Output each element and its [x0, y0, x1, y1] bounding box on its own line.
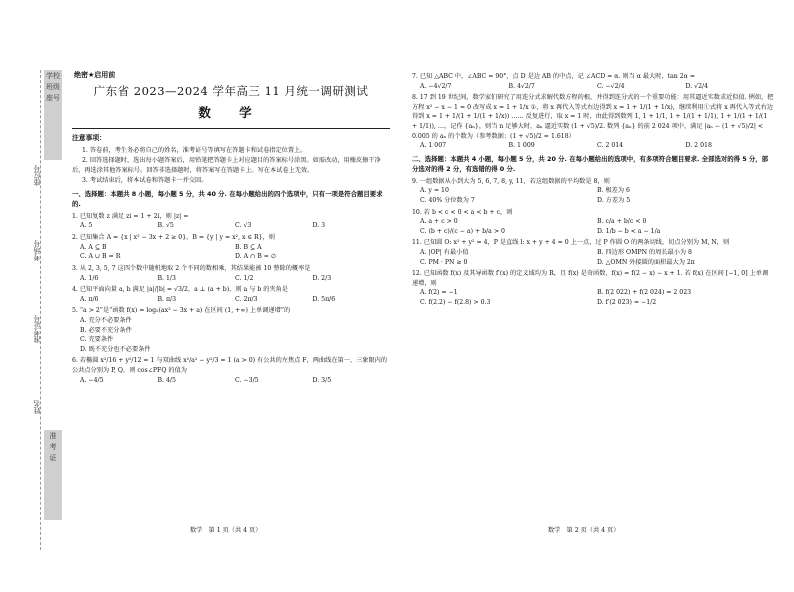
answer-option: B. c/a + b/c < 0: [597, 218, 647, 226]
answer-option: B. 1 009: [508, 142, 535, 150]
section-heading: 二、选择题：本题共 4 小题，每小题 5 分，共 20 分. 在每小题给出的选项中，有多项符合题目要求. 全部选对的得 5 分，部分选对的得 2 分，有选错的得 0 分.: [412, 154, 769, 173]
answer-option: D. 1/b − b < a − 1/a: [597, 227, 661, 235]
notice-block: [72, 133, 390, 186]
answer-option: D. 既不充分也不必要条件: [80, 345, 151, 353]
question-list: [412, 72, 774, 151]
notice-item: 1. 答卷前，考生务必将自己的姓名，准考证号等填写在答题卡和试卷指定位置上。: [82, 146, 307, 154]
answer-option: A. |OP| 有最小值: [420, 248, 469, 256]
question-stem: 3. 从 2, 3, 5, 7 这四个数中随机地取 2 个不同的数相乘，其结果能被 10 整除的概率是: [72, 264, 311, 272]
answer-option: B. √5: [157, 222, 174, 230]
question: [72, 264, 390, 283]
answer-option: A. f(2) = −1: [420, 289, 458, 297]
question-list: [72, 212, 390, 385]
question: [72, 233, 390, 262]
question: [412, 93, 774, 151]
notice-heading: 注意事项：: [72, 134, 106, 143]
answer-option: C. A ∪ B = R: [80, 253, 121, 261]
answer-option: A. y = 10: [420, 187, 449, 195]
question: [72, 356, 390, 385]
page-footer: 数学 第 1 页（共 4 页）: [190, 527, 262, 534]
strip-label: 姓名: [33, 400, 41, 414]
notice-item: 3. 考试结束后，将本试卷和答题卡一并交回。: [82, 177, 208, 185]
option-list: [72, 376, 390, 386]
answer-option: B. f(2 022) + f(2 024) = 2 023: [597, 289, 692, 297]
strip-label: 准考证号: [33, 315, 41, 343]
option-list: [412, 217, 774, 236]
answer-option: D. √2/4: [685, 82, 709, 90]
answer-option: D. 3: [312, 222, 326, 230]
answer-option: C. 2π/3: [235, 295, 258, 303]
answer-option: D. △OMN 外接圆的面积最大为 2π: [597, 258, 695, 266]
option-list: [412, 141, 774, 151]
answer-option: D. A ∩ B = ∅: [235, 253, 277, 261]
answer-option: C. (b + c)/(c − a) + b/a > 0: [420, 227, 505, 235]
answer-option: C. 40% 分位数为 7: [420, 196, 475, 204]
answer-option: C. 2 014: [597, 142, 624, 150]
answer-option: C. 充要条件: [80, 336, 114, 344]
answer-option: B. 极差为 6: [597, 187, 630, 195]
question-stem: 1. 已知复数 z 满足 zi = 1 + 2i，则 |z| =: [72, 212, 189, 220]
answer-option: B. 4√2/7: [508, 82, 535, 90]
cut-line: [40, 70, 41, 550]
stub-label: 证: [49, 454, 57, 462]
exam-title: 广东省 2023—2024 学年高三 11 月统一调研测试: [93, 83, 369, 98]
stub-label: 座号: [46, 94, 60, 102]
stub-label: 班级: [46, 83, 60, 91]
question: [72, 285, 390, 304]
question-stem: 7. 已知 △ABC 中，∠ABC = 90°，点 D 是边 AB 的中点，记 ∠ACD = α. 则当 α 最大时，tan 2α =: [412, 73, 696, 80]
answer-option: D. f′(2 023) = −1/2: [597, 299, 657, 307]
answer-option: D. 5π/6: [312, 295, 336, 303]
stub-label: 准: [49, 432, 57, 440]
answer-option: A. 1/6: [80, 274, 99, 282]
answer-option: C. −3/5: [235, 376, 259, 384]
strip-label: 考场号: [33, 240, 41, 261]
answer-option: B. 必要不充分条件: [80, 326, 132, 334]
stub-label: 学校: [46, 72, 60, 80]
answer-option: D. 2 018: [685, 142, 712, 150]
answer-option: A. 充分不必要条件: [80, 316, 132, 324]
left-column: [72, 70, 390, 385]
answer-option: A. 5: [80, 222, 93, 230]
header-stub: [44, 70, 62, 160]
page-footer: 数学 第 2 页（共 4 页）: [548, 527, 620, 534]
answer-option: A. −4√2/7: [420, 82, 452, 90]
answer-option: A. a + c > 0: [420, 218, 458, 226]
answer-option: A. π/6: [80, 295, 99, 303]
question-stem: 9. 一组数据从小到大为 5, 6, 7, 8, y, 11，若这组数据的平均数是 8，则: [412, 177, 610, 185]
option-list: [412, 186, 774, 205]
answer-option: B. 四边形 OMPN 的周长最小为 8: [597, 248, 692, 256]
answer-option: C. f(2.2) − f(2.8) > 0.3: [420, 299, 491, 307]
answer-option: B. 4/5: [157, 376, 176, 384]
divider: [72, 128, 390, 129]
binding-strip: [30, 70, 66, 550]
secret-label: 绝密★启用前: [74, 71, 116, 79]
answer-option: C. −√2/4: [597, 82, 625, 90]
footer-stub: [44, 430, 62, 520]
option-list: [72, 243, 390, 262]
answer-option: D. 方差为 5: [597, 196, 631, 204]
question-stem: 11. 已知圆 O: x² + y² = 4，P 是直线 l: x + y + 4 = 0 上一点，过 P 作圆 O 的两条切线，切点分别为 M, N，则: [412, 239, 730, 247]
question: [412, 269, 774, 307]
question-list: [412, 177, 774, 308]
question: [72, 306, 390, 354]
option-list: [412, 288, 774, 307]
option-list: [72, 316, 390, 354]
question: [412, 72, 774, 91]
right-column: [412, 70, 774, 308]
option-list: [412, 82, 774, 92]
answer-option: C. 1/2: [235, 274, 254, 282]
answer-option: B. 1/3: [157, 274, 176, 282]
notice-item: 2. 回答选择题时，选出每小题答案后，用铅笔把答题卡上对应题目的答案标号涂黑。如需改动，用橡皮擦干净后，再选涂其他答案标号。回答非选择题时，将答案写在答题卡上。写在本试卷上无效。: [72, 157, 381, 174]
section-heading: 一、选择题：本题共 8 小题，每小题 5 分，共 40 分. 在每小题给出的四个选项中，只有一项是符合题目要求的.: [72, 190, 383, 208]
option-list: [412, 248, 774, 267]
question-stem: 10. 若 b < c < 0 < a < b + c，则: [412, 208, 513, 216]
answer-option: C. PM · PN ≥ 0: [420, 258, 468, 266]
question: [412, 208, 774, 237]
question-stem: 6. 若椭圆 x²/16 + y²/12 = 1 与双曲线 x²/a² − y²/3 = 1 (a > 0) 有公共的左焦点 F，两曲线在第一、三象限内的公共点分别为 P, Q，则 cos∠PFQ 的值为: [72, 357, 388, 374]
question-stem: 4. 已知平面向量 a, b 满足 |a|/|b| = √3/2，a ⊥ (a + b)，则 a 与 b 的夹角是: [72, 286, 288, 294]
question: [412, 238, 774, 267]
stub-label: 考: [49, 443, 57, 451]
question-stem: 12. 已知函数 f(x) 及其导函数 f′(x) 的定义域均为 R，且 f(x) 是奇函数，f(x) = f(2 − x) − x + 1. 若 f(x) 在区间 [−1, 0] 上单调递增，则: [412, 270, 769, 287]
question-stem: 2. 已知集合 A = {x | x² − 3x + 2 ≥ 0}，B = {y | y = x², x ∈ R}，则: [72, 234, 275, 242]
answer-option: D. 3/5: [312, 376, 332, 384]
question: [72, 212, 390, 231]
answer-option: B. π/3: [157, 295, 177, 303]
answer-option: A. 1 007: [420, 142, 447, 150]
answer-option: C. √3: [235, 222, 252, 230]
answer-option: B. B ⊆ A: [235, 243, 262, 251]
answer-option: D. 2/3: [312, 274, 332, 282]
answer-option: A. A ⊆ B: [80, 243, 107, 251]
option-list: [72, 221, 390, 231]
exam-subject: 数 学: [198, 104, 264, 120]
question: [412, 177, 774, 206]
option-list: [72, 295, 390, 305]
question-stem: 8. 17 到 19 世纪间，数学家们研究了用连分式求解代数方程的根，并得到连分式的一个重要功能：用其逼近实数求近似值. 例如，把方程 x² − x − 1 = 0 改写成 x = 1 + 1/x ①，将 x 再代入等式右边得到 x = 1 + 1/(1 + 1/x)，继续利用①式将 x 再代入等式右边得到 x = 1 + 1/(1 + 1/(1 + 1/x)) …… 反复进行，取 x = 1 时，由此得到数列 1, 1 + 1/1, 1 + 1/(1 + 1/1), 1 + 1/(1 + 1/(1 + 1/1)), …，记作 {aₙ}，则当 n 足够大时，aₙ 逼近实数 (1 + √5)/2. 数列 {aₙ} 的前 2 024 项中，满足 |aₙ − (1 + √5)/2| < 0.005 的 aₙ 的个数为（参考数据：(1 + √5)/2 ≈ 1.618）: [412, 94, 774, 140]
option-list: [72, 274, 390, 284]
answer-option: A. −4/5: [80, 376, 104, 384]
strip-label: 座位号: [33, 165, 41, 186]
question-stem: 5. “a > 2”是“函数 f(x) = log₂(ax² − 3x + a) 在区间 (1, +∞) 上单调递增”的: [72, 307, 291, 315]
